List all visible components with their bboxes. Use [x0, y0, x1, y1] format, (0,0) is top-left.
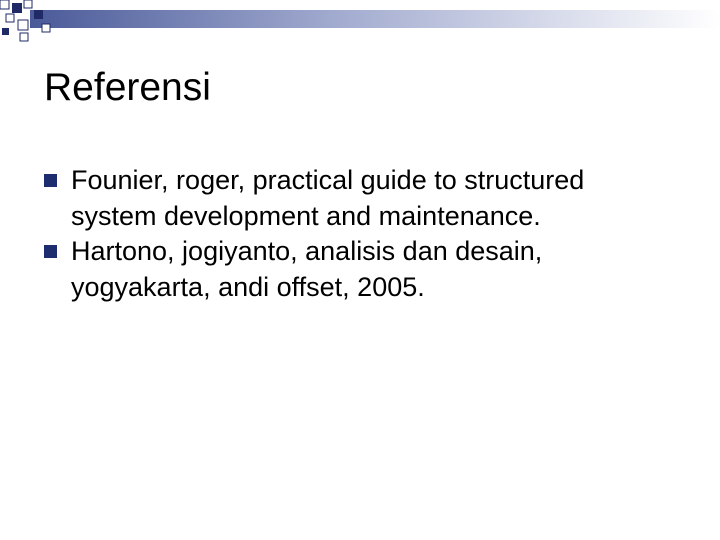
square-bullet-icon [44, 245, 57, 258]
list-item [44, 234, 664, 305]
list-item [44, 163, 664, 234]
square-bullet-icon [44, 174, 57, 187]
deco-square [6, 14, 14, 22]
deco-square [18, 20, 28, 30]
slide-title: Referensi [44, 66, 211, 109]
deco-square [24, 0, 32, 8]
header-decoration [0, 0, 720, 46]
deco-square [2, 28, 9, 35]
deco-square [42, 24, 50, 32]
deco-square [12, 3, 22, 13]
bullet-text: Hartono, jogiyanto, analisis dan desain, yogyakarta, andi offset, 2005. [71, 236, 543, 302]
deco-square [20, 33, 28, 41]
header-gradient-bar [30, 10, 720, 28]
deco-square [34, 10, 43, 19]
bullet-text: Founier, roger, practical guide to structured system development and maintenance. [71, 165, 585, 231]
bullet-list [44, 163, 664, 305]
deco-square [0, 0, 9, 9]
